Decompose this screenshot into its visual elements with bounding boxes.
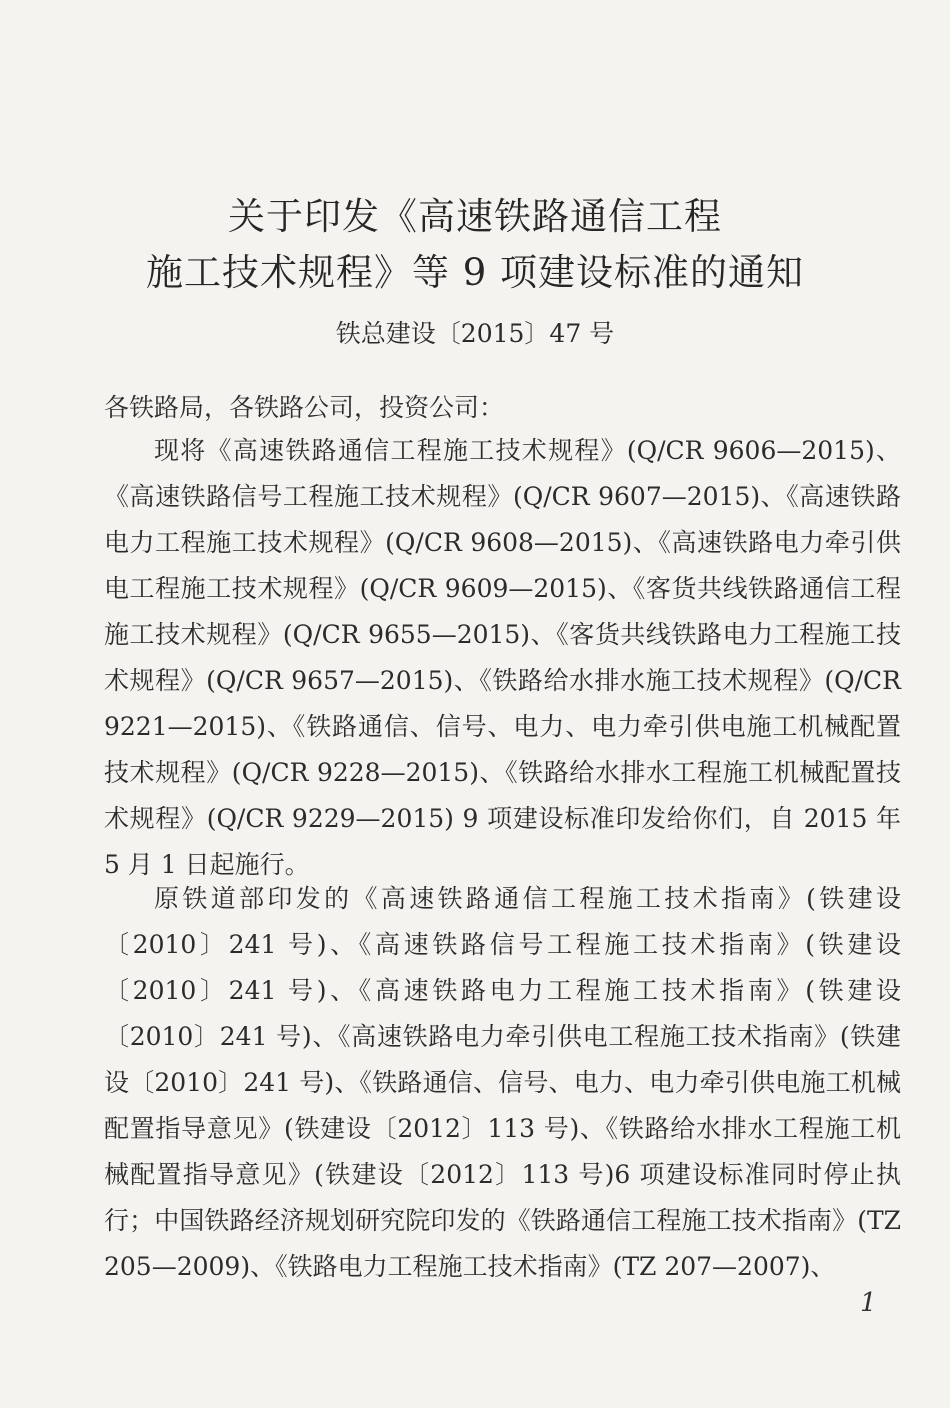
salutation: 各铁路局，各铁路公司，投资公司： — [104, 393, 505, 422]
title-line-1: 关于印发《高速铁路通信工程 — [228, 195, 722, 238]
document-number: 铁总建设〔2015〕47 号 — [335, 319, 615, 348]
page-number: 1 — [860, 1288, 877, 1318]
paragraph-2: 原铁道部印发的《高速铁路通信工程施工技术指南》(铁建设〔2010〕241 号)、《高速铁路信号工程施工技术指南》(铁建设〔2010〕241 号)、《高速铁路电力工程施工技术指南》(铁建设〔2010〕241 号)、《高速铁路电力牵引供电工程施工技术指南》(铁建设〔2010〕241 号)、《铁路通信、信号、电力、电力牵引供电施工机械配置指导意见》(铁建设〔2012〕113 号)、《铁路给水排水工程施工机械配置指导意见》(铁建设〔2012〕113 号)6 项建设标准同时停止执行；中国铁路经济规划研究院印发的《铁路通信工程施工技术指南》(TZ 205—2009)、《铁路电力工程施工技术指南》(TZ 207—2007)、 — [104, 884, 901, 1281]
title-line-2: 施工技术规程》等 9 项建设标准的通知 — [145, 251, 805, 294]
paragraph-1: 现将《高速铁路通信工程施工技术规程》(Q/CR 9606—2015)、《高速铁路信号工程施工技术规程》(Q/CR 9607—2015)、《高速铁路电力工程施工技术规程》(Q/CR 9608—2015)、《高速铁路电力牵引供电工程施工技术规程》(Q/CR 9609—2015)、《客货共线铁路通信工程施工技术规程》(Q/CR 9655—2015)、《客货共线铁路电力工程施工技术规程》(Q/CR 9657—2015)、《铁路给水排水施工技术规程》(Q/CR 9221—2015)、《铁路通信、信号、电力、电力牵引供电施工机械配置技术规程》(Q/CR 9228—2015)、《铁路给水排水工程施工机械配置技术规程》(Q/CR 9229—2015) 9 项建设标准印发给你们，自 2015 年 5 月 1 日起施行。 — [104, 436, 901, 879]
